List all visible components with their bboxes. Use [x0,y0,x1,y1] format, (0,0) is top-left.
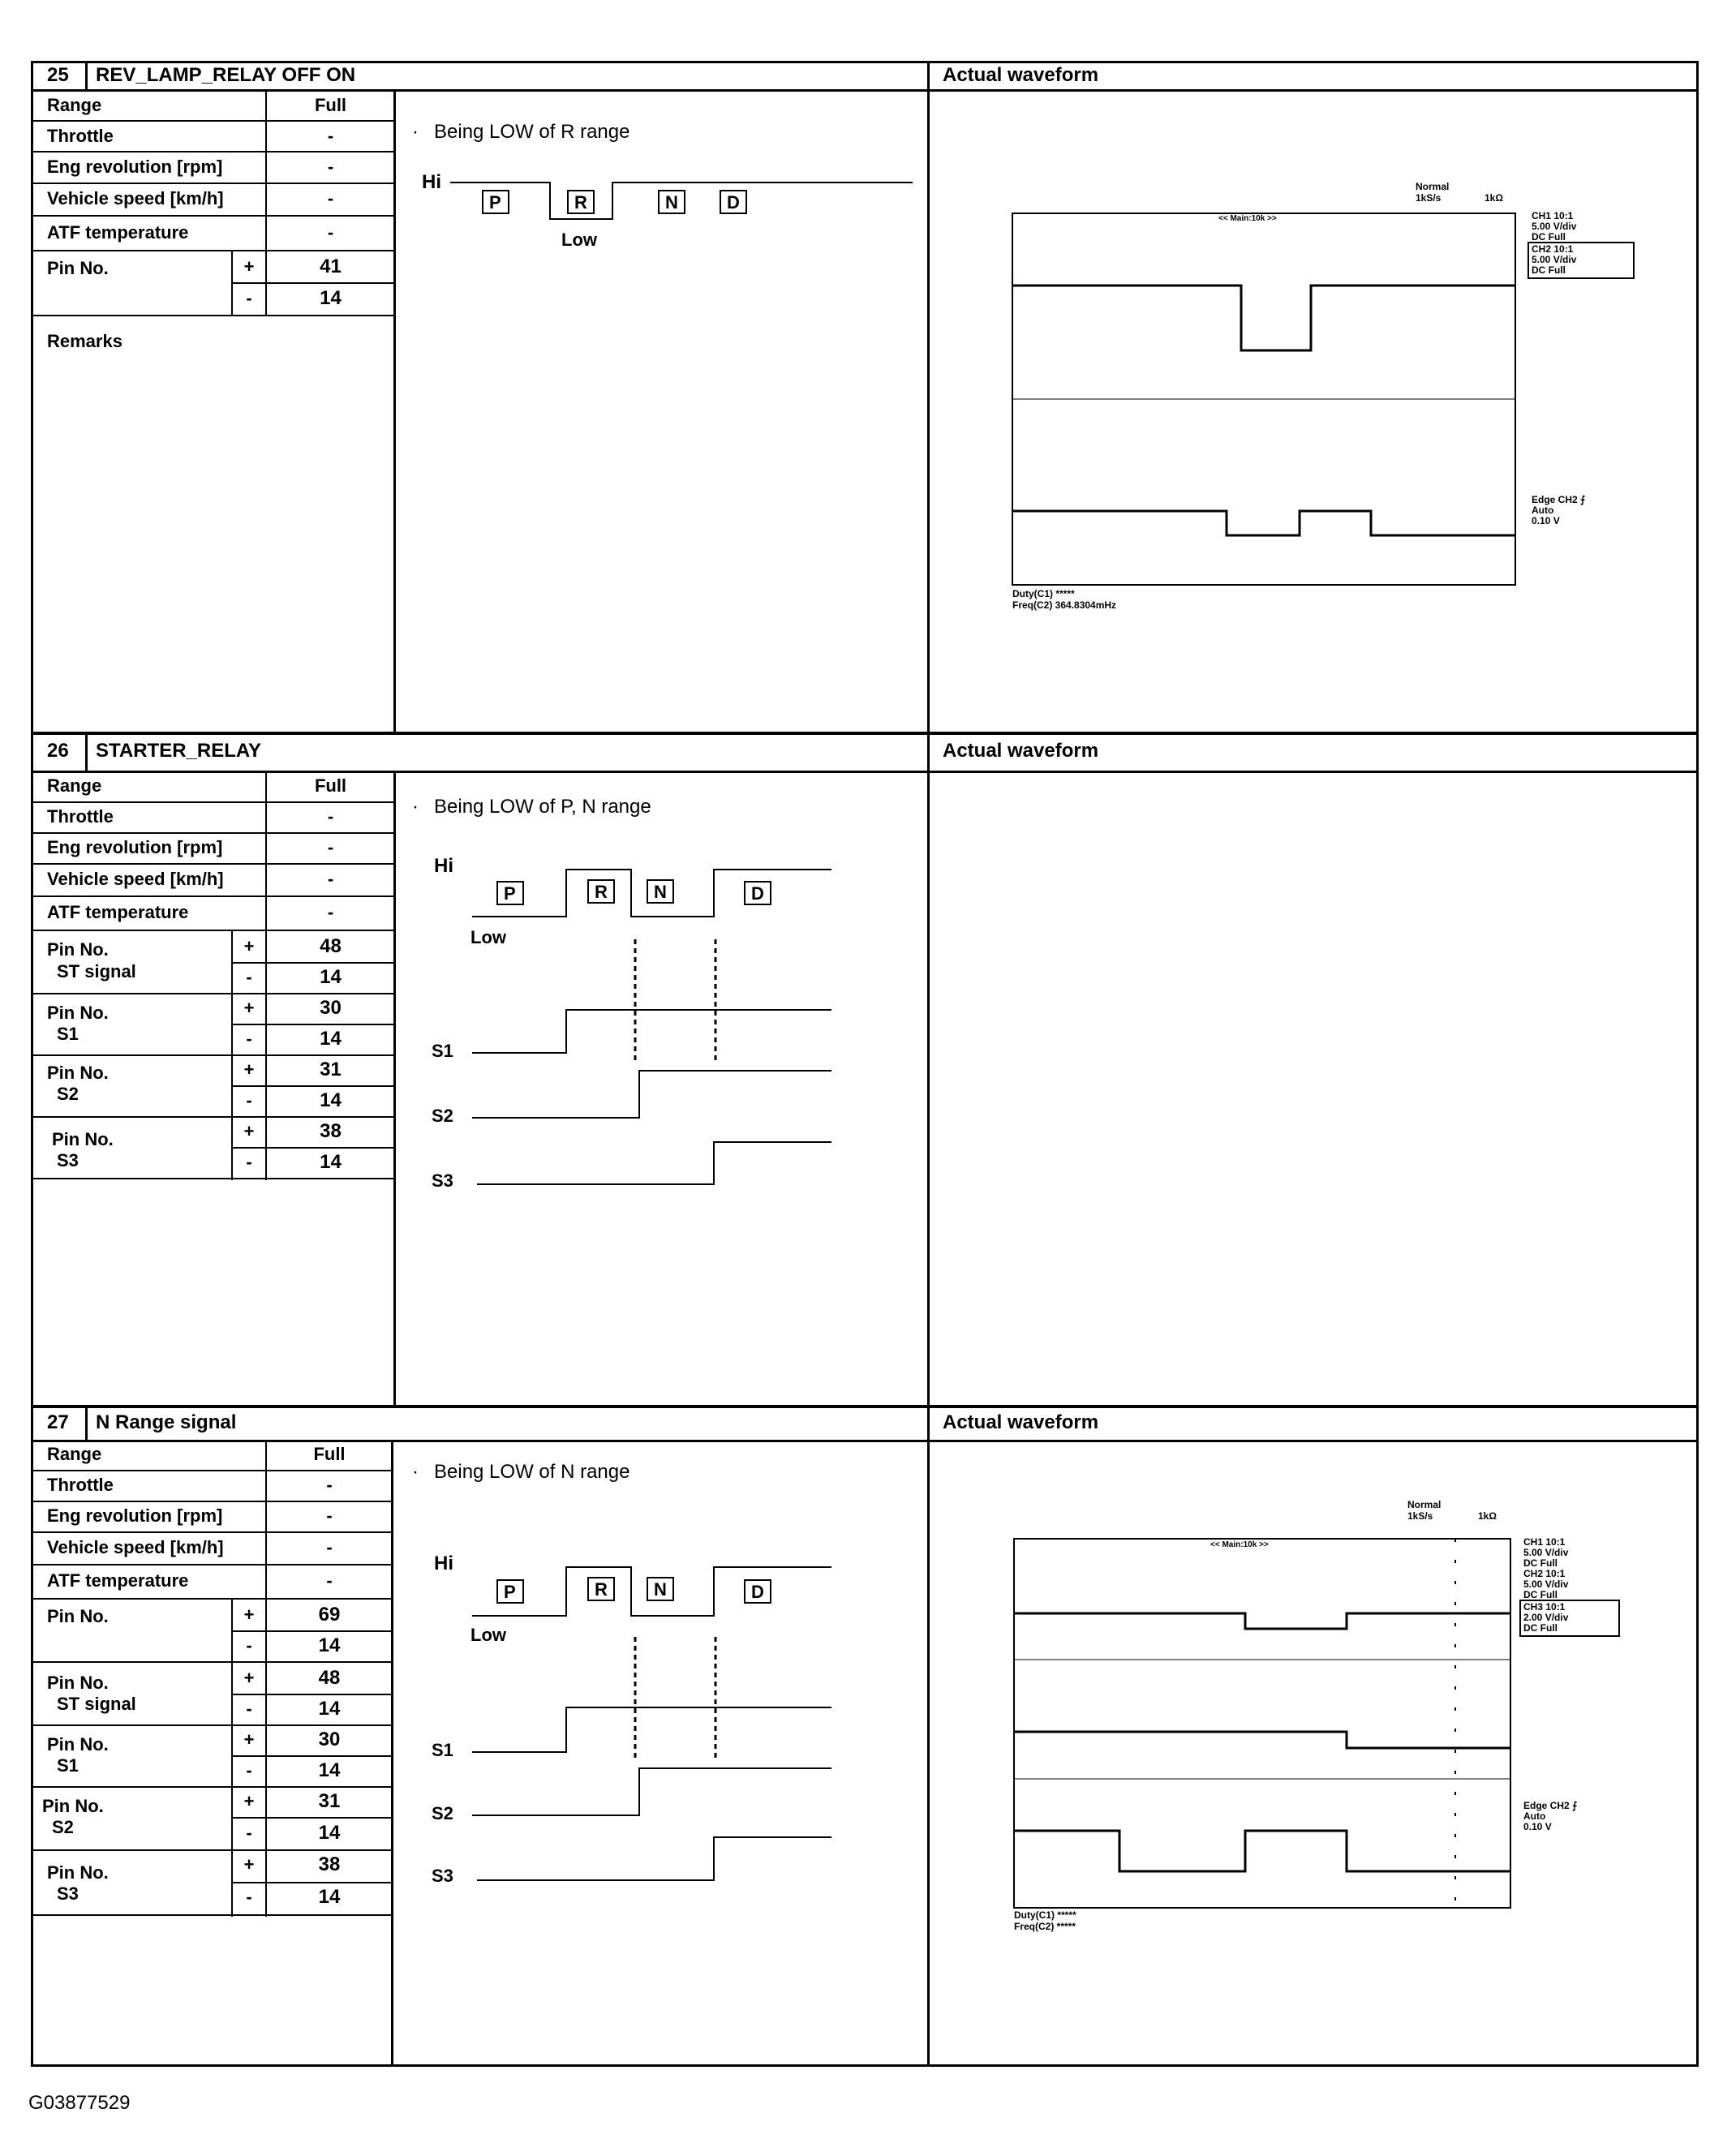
ch1-line1: CH1 10:1 [1523,1536,1566,1548]
pin-label: Pin No. [47,1003,109,1023]
actual-waveform-label: Actual waveform [943,1411,1099,1433]
ch2-line3: DC Full [1532,264,1566,276]
hi-label: Hi [434,1553,453,1574]
range-d: D [751,883,764,904]
scope-points: 1kΩ [1485,192,1503,204]
range-p: P [504,1582,516,1602]
pin-label: Pin No. [47,1673,109,1693]
divider [231,1147,393,1149]
s1-signal [472,1707,831,1752]
pin-label: Pin No. [42,1796,104,1816]
divider [85,732,88,771]
duty-readout: Duty(C1) ***** [1012,588,1075,599]
s2-label: S2 [432,1803,453,1823]
divider [31,1914,391,1916]
scope-rate: 1kS/s [1407,1510,1433,1522]
range-d: D [727,192,740,213]
pin-label: Pin No. [52,1129,114,1149]
range-r: R [595,882,608,902]
pin-plus-value: 48 [320,935,342,957]
s3-signal [477,1142,831,1184]
s1-signal [472,1010,831,1053]
divider [31,315,393,316]
divider [31,1501,391,1502]
scope-rate: 1kS/s [1416,192,1442,204]
trigger-line3: 0.10 V [1532,515,1560,526]
atf-temperature-label: ATF temperature [47,902,189,922]
divider [265,89,267,315]
scope-window: << Main:10k >> [1210,1540,1269,1549]
vehicle-speed-label: Vehicle speed [km/h] [47,869,224,889]
range-p: P [504,883,516,904]
pin-minus-sign: - [246,288,252,308]
divider [31,151,393,152]
note-text: Being LOW of P, N range [434,796,651,818]
divider [31,1849,391,1851]
pin-sub-label: S1 [57,1755,79,1776]
scope-window: << Main:10k >> [1218,214,1277,223]
pin-label: Pin No. [47,1063,109,1083]
divider [927,1406,930,2067]
note-text: Being LOW of R range [434,121,630,143]
divider [231,1024,393,1025]
eng-revolution-label: Eng revolution [rpm] [47,837,223,857]
divider [31,1598,391,1600]
divider [391,1440,393,2067]
low-label: Low [470,927,506,947]
pin-minus-sign: - [246,1699,252,1719]
hi-low-signal [472,1567,831,1616]
range-n: N [654,1579,667,1600]
pin-plus-value: 30 [320,997,342,1019]
s3-label: S3 [432,1170,453,1191]
throttle-value: - [327,126,334,146]
atf-temperature-value: - [327,222,334,243]
s3-signal [477,1837,831,1880]
atf-temperature-label: ATF temperature [47,222,189,243]
pin-minus-value: 14 [320,1089,342,1111]
pin-sub-label: S2 [52,1817,74,1837]
eng-revolution-value: - [327,837,334,857]
section-number: 25 [47,64,69,86]
divider [231,1694,391,1695]
divider [31,1724,391,1726]
pin-minus-value: 14 [318,1759,341,1781]
divider [31,1564,391,1565]
divider [31,1054,393,1056]
divider [231,282,393,284]
divider [231,1630,391,1632]
pin-plus-sign: + [243,1854,255,1875]
divider [31,120,393,122]
divider [31,89,1699,92]
section-number: 27 [47,1411,69,1433]
range-d: D [751,1582,764,1602]
pin-plus-sign: + [243,1668,255,1688]
hi-label: Hi [422,171,441,193]
scope-grid [1014,1539,1510,1908]
pin-minus-value: 14 [318,1886,341,1908]
range-r: R [574,192,587,213]
eng-revolution-value: - [327,157,334,177]
s1-label: S1 [432,1041,453,1061]
pin-minus-sign: - [246,1760,252,1780]
pin-plus-sign: + [243,1604,255,1625]
pin-minus-value: 14 [318,1698,341,1720]
trigger-line2: Auto [1523,1810,1546,1822]
pin-sub-label: ST signal [57,961,136,981]
pin-label: Pin No. [47,1606,109,1626]
divider [31,930,393,931]
figure-code: G03877529 [28,2092,131,2114]
ch1-line3: DC Full [1532,231,1566,243]
pin-plus-sign: + [243,1059,255,1080]
range-label: Range [47,775,102,796]
ch2-line2: 5.00 V/div [1532,254,1577,265]
divider [31,1531,391,1533]
range-value: Full [314,775,347,796]
atf-temperature-value: - [326,1570,333,1591]
pin-minus-value: 14 [320,966,342,988]
divider [31,771,1699,773]
range-diagram [406,1541,925,1906]
divider [231,962,393,964]
pin-sub-label: ST signal [57,1694,136,1714]
vehicle-speed-value: - [326,1537,333,1557]
divider [31,250,393,251]
throttle-label: Throttle [47,806,114,827]
divider [31,1116,393,1118]
scope-points: 1kΩ [1478,1510,1497,1522]
note-bullet: · [412,796,419,818]
divider [393,89,396,734]
eng-revolution-label: Eng revolution [rpm] [47,1505,223,1526]
ch2-line1: CH2 10:1 [1532,243,1574,255]
range-value: Full [313,1444,346,1464]
vehicle-speed-value: - [327,869,334,889]
pin-label: Pin No. [47,1862,109,1883]
ch2-line1: CH2 10:1 [1523,1568,1566,1579]
pin-sub-label: S1 [57,1024,79,1044]
range-r: R [595,1579,608,1600]
divider [31,832,393,834]
pin-label: Pin No. [47,939,109,960]
divider [31,993,393,994]
trigger-line3: 0.10 V [1523,1821,1552,1832]
pin-minus-sign: - [246,1635,252,1656]
pin-plus-sign: + [243,998,255,1018]
pin-minus-value: 14 [318,1822,341,1844]
divider [393,771,396,1407]
pin-label: Pin No. [47,1734,109,1754]
pin-plus-value: 30 [318,1729,341,1750]
divider [231,1817,391,1819]
pin-plus-value: 48 [318,1667,341,1689]
pin-minus-value: 14 [318,1634,341,1656]
pin-sub-label: S3 [57,1883,79,1904]
pin-plus-sign: + [243,256,255,277]
hi-label: Hi [434,855,453,877]
pin-minus-sign: - [246,1090,252,1110]
divider [31,1470,391,1471]
ch1-line1: CH1 10:1 [1532,210,1574,221]
note-text: Being LOW of N range [434,1461,630,1483]
s2-label: S2 [432,1106,453,1126]
ch3-trace [1014,1831,1510,1871]
actual-waveform-label: Actual waveform [943,64,1099,86]
throttle-value: - [327,806,334,827]
ch2-trace [1014,1732,1510,1748]
note-bullet: · [412,121,419,143]
pin-plus-sign: + [243,1121,255,1141]
vehicle-speed-value: - [327,188,334,208]
pin-sub-label: S2 [57,1084,79,1104]
trigger-line1: Edge CH2 ⨍ [1532,494,1586,505]
ch1-trace [1014,1613,1510,1629]
range-p: P [489,192,501,213]
divider [31,215,393,217]
pin-minus-value: 14 [320,1151,342,1173]
range-n: N [654,882,667,902]
pin-plus-value: 31 [318,1790,341,1812]
pin-label: Pin No. [47,258,109,278]
divider [31,1661,391,1663]
divider [31,863,393,865]
range-label: Range [47,95,102,115]
section-title: N Range signal [96,1411,237,1433]
divider [231,1882,391,1883]
pin-plus-value: 38 [320,1120,342,1142]
section-title: REV_LAMP_RELAY OFF ON [96,64,356,86]
eng-revolution-label: Eng revolution [rpm] [47,157,223,177]
range-label: Range [47,1444,102,1464]
divider [31,1786,391,1788]
s1-label: S1 [432,1740,453,1760]
throttle-label: Throttle [47,1475,114,1495]
section-title: STARTER_RELAY [96,740,262,762]
scope-mode: Normal [1407,1499,1442,1510]
vehicle-speed-label: Vehicle speed [km/h] [47,188,224,208]
duty-readout: Duty(C1) ***** [1014,1909,1076,1921]
vehicle-speed-label: Vehicle speed [km/h] [47,1537,224,1557]
pin-minus-value: 14 [320,1028,342,1050]
pin-plus-value: 38 [318,1853,341,1875]
low-label: Low [561,230,597,250]
pin-minus-sign: - [246,967,252,987]
pin-plus-value: 41 [320,256,342,277]
throttle-value: - [326,1475,333,1495]
trigger-line1: Edge CH2 ⨍ [1523,1800,1578,1811]
pin-plus-value: 69 [318,1604,341,1626]
divider [927,61,930,734]
divider [927,732,930,1407]
ch1-line2: 5.00 V/div [1532,221,1577,232]
divider [231,1755,391,1757]
range-n: N [665,192,678,213]
hi-low-signal [472,870,831,917]
note-bullet: · [412,1461,419,1483]
pin-plus-value: 31 [320,1059,342,1080]
divider [85,61,88,89]
divider [31,895,393,897]
pin-minus-sign: - [246,1823,252,1843]
pin-minus-value: 14 [320,287,342,309]
ch2-line2: 5.00 V/div [1523,1578,1569,1590]
divider [85,1406,88,1440]
divider [231,1085,393,1087]
divider [31,801,393,803]
scope-mode: Normal [1416,181,1450,192]
atf-temperature-value: - [327,902,334,922]
pin-minus-sign: - [246,1029,252,1049]
trigger-line2: Auto [1532,505,1554,516]
ch1-line2: 5.00 V/div [1523,1547,1569,1558]
s2-signal [472,1071,831,1118]
pin-plus-sign: + [243,936,255,956]
divider [31,1440,1699,1442]
s2-signal [472,1768,831,1815]
low-label: Low [470,1625,506,1645]
range-diagram [406,158,925,264]
atf-temperature-label: ATF temperature [47,1570,189,1591]
divider [31,1178,393,1179]
pin-sub-label: S3 [57,1150,79,1170]
pin-minus-sign: - [246,1887,252,1907]
ch2-line3: DC Full [1523,1589,1558,1600]
oscilloscope-screen [998,178,1647,616]
remarks-label: Remarks [47,331,122,351]
ch1-line3: DC Full [1523,1557,1558,1569]
ch2-trace [1012,511,1515,535]
throttle-label: Throttle [47,126,114,146]
actual-waveform-label: Actual waveform [943,740,1099,762]
ch3-line2: 2.00 V/div [1523,1612,1569,1623]
ch3-line3: DC Full [1523,1622,1558,1634]
range-value: Full [314,95,347,115]
ch1-trace [1012,286,1515,350]
s3-label: S3 [432,1866,453,1886]
pin-plus-sign: + [243,1791,255,1811]
oscilloscope-screen [998,1497,1647,1935]
divider [31,183,393,184]
divider [265,1440,267,1917]
ch3-line1: CH3 10:1 [1523,1601,1566,1613]
pin-minus-sign: - [246,1152,252,1172]
freq-readout: Freq(C2) ***** [1014,1921,1076,1932]
section-number: 26 [47,740,69,762]
eng-revolution-value: - [326,1505,333,1526]
freq-readout: Freq(C2) 364.8304mHz [1012,599,1117,611]
range-diagram [406,835,925,1225]
pin-plus-sign: + [243,1729,255,1750]
